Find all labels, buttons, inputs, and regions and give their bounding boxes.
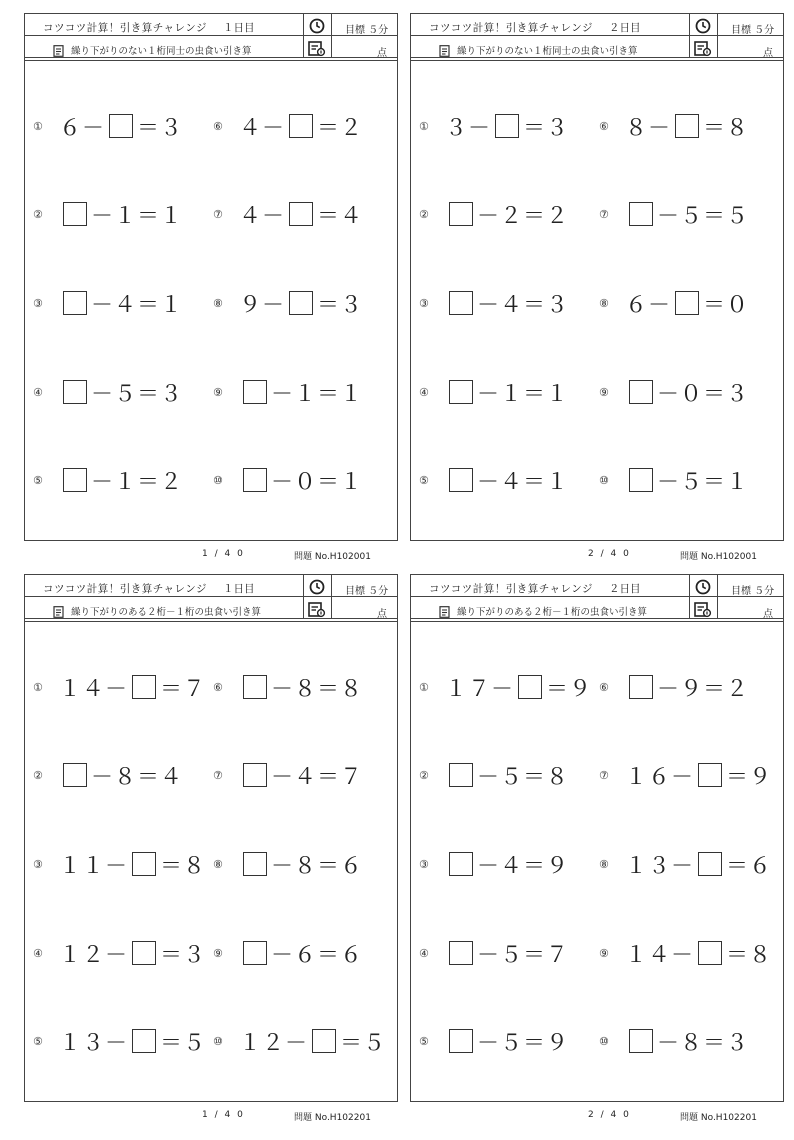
problem-item [213, 113, 363, 139]
expression-right: －１＝１ [91, 203, 184, 229]
expression-right: －１＝２ [91, 469, 184, 495]
problem-item [213, 201, 363, 227]
problem-item [419, 674, 592, 700]
expression-right: －６＝６ [271, 942, 364, 968]
problem-number-marker: ③ [419, 296, 429, 310]
problem-item [599, 467, 749, 493]
answer-box[interactable] [449, 1029, 473, 1053]
problem-item [419, 851, 569, 877]
problem-item [419, 1028, 569, 1054]
expression-left: １４－ [59, 676, 129, 702]
problem-number-marker: ⑨ [213, 385, 223, 399]
problem-item [419, 379, 569, 405]
answer-box[interactable] [289, 202, 313, 226]
problem-item [213, 290, 363, 316]
problem-item [599, 762, 772, 788]
header-col-divider [689, 14, 690, 58]
day-label: １日目 [223, 583, 255, 595]
expression-left: ８－ [625, 115, 672, 141]
expression-left: １７－ [445, 676, 515, 702]
problem-item [213, 762, 363, 788]
problem-number-marker: ⑩ [599, 473, 609, 487]
expression-right: ＝７ [160, 676, 207, 702]
header-col-divider [331, 14, 332, 58]
header-divider [411, 621, 783, 622]
problem-number-marker: ⑧ [599, 296, 609, 310]
worksheet-frame [24, 574, 398, 1102]
answer-box[interactable] [63, 763, 87, 787]
problem-number-marker: ⑤ [419, 473, 429, 487]
problem-number-marker: ⑨ [599, 946, 609, 960]
problem-number-marker: ⑤ [419, 1034, 429, 1048]
expression-right: ＝５ [340, 1030, 387, 1056]
answer-box[interactable] [629, 675, 653, 699]
problem-item [33, 1028, 206, 1054]
answer-box[interactable] [698, 852, 722, 876]
answer-box[interactable] [675, 114, 699, 138]
answer-box[interactable] [629, 468, 653, 492]
score-icon [694, 602, 712, 622]
problem-number-marker: ① [33, 119, 43, 133]
problem-number-marker: ⑥ [213, 119, 223, 133]
problem-number-marker: ① [419, 119, 429, 133]
answer-box[interactable] [495, 114, 519, 138]
expression-left: １２－ [59, 942, 129, 968]
worksheet-subtitle: 繰り下がりのない１桁同士の虫食い引き算 [71, 46, 252, 57]
points-label: 点 [377, 48, 387, 59]
problem-item [33, 851, 206, 877]
score-icon [308, 41, 326, 61]
expression-right: ＝６ [726, 853, 773, 879]
worksheet-subtitle: 繰り下がりのない１桁同士の虫食い引き算 [457, 46, 638, 57]
expression-right: －０＝１ [271, 469, 364, 495]
answer-box[interactable] [132, 675, 156, 699]
day-label: １日目 [223, 22, 255, 34]
problem-number-marker: ② [419, 207, 429, 221]
problem-item [213, 674, 363, 700]
worksheet-title: コツコツ計算！引き算チャレンジ [429, 583, 593, 595]
problem-number: 問題 No.H102001 [680, 552, 757, 562]
expression-right: －４＝９ [477, 853, 570, 879]
problem-item [213, 851, 363, 877]
expression-right: －０＝３ [657, 381, 750, 407]
problem-number-marker: ② [419, 768, 429, 782]
problem-number-marker: ⑧ [599, 857, 609, 871]
problem-number-marker: ④ [33, 385, 43, 399]
problem-item [213, 379, 363, 405]
header-col-divider [303, 14, 304, 58]
problem-number-marker: ⑤ [33, 473, 43, 487]
problem-item [33, 201, 183, 227]
problem-number-marker: ③ [33, 857, 43, 871]
expression-right: －８＝８ [271, 676, 364, 702]
expression-right: ＝５ [160, 1030, 207, 1056]
answer-box[interactable] [243, 380, 267, 404]
expression-left: ６－ [59, 115, 106, 141]
header-col-divider [689, 575, 690, 619]
worksheet-subtitle: 繰り下がりのある２桁－１桁の虫食い引き算 [457, 607, 648, 618]
expression-left: ４－ [239, 203, 286, 229]
target-time: 目標 ５分 [731, 25, 775, 36]
page-number: 1 / 4 0 [202, 549, 245, 559]
problem-item [419, 290, 569, 316]
expression-right: －５＝９ [477, 1030, 570, 1056]
score-icon [308, 602, 326, 622]
worksheet-title: コツコツ計算！引き算チャレンジ [429, 22, 593, 34]
answer-box[interactable] [449, 852, 473, 876]
answer-box[interactable] [63, 202, 87, 226]
problem-item [33, 379, 183, 405]
expression-right: ＝９ [726, 764, 773, 790]
answer-box[interactable] [132, 941, 156, 965]
problem-item [419, 201, 569, 227]
header-divider [25, 60, 397, 61]
header-col-divider [331, 575, 332, 619]
problem-number-marker: ⑨ [599, 385, 609, 399]
worksheet-title: コツコツ計算！引き算チャレンジ [43, 583, 207, 595]
problem-item [33, 467, 183, 493]
problem-number: 問題 No.H102201 [680, 1113, 757, 1123]
expression-left: ６－ [625, 292, 672, 318]
worksheet [24, 13, 398, 579]
problem-number: 問題 No.H102201 [294, 1113, 371, 1123]
expression-right: －８＝３ [657, 1030, 750, 1056]
page-number: 2 / 4 0 [588, 549, 631, 559]
answer-box[interactable] [449, 468, 473, 492]
answer-box[interactable] [289, 291, 313, 315]
day-label: ２日目 [609, 583, 641, 595]
expression-right: －５＝１ [657, 469, 750, 495]
problem-item [419, 762, 569, 788]
expression-left: ３－ [445, 115, 492, 141]
expression-right: ＝３ [317, 292, 364, 318]
answer-box[interactable] [312, 1029, 336, 1053]
header-col-divider [717, 14, 718, 58]
problem-number-marker: ④ [419, 946, 429, 960]
expression-right: ＝０ [703, 292, 750, 318]
target-time: 目標 ５分 [731, 586, 775, 597]
problem-item [213, 467, 363, 493]
page-number: 2 / 4 0 [588, 1110, 631, 1120]
expression-left: １２－ [239, 1030, 309, 1056]
problem-item [599, 851, 772, 877]
problem-number-marker: ⑨ [213, 946, 223, 960]
worksheet-frame [410, 13, 784, 541]
problem-item [33, 940, 206, 966]
problem-item [33, 762, 183, 788]
target-time: 目標 ５分 [345, 586, 389, 597]
expression-right: ＝９ [546, 676, 593, 702]
expression-right: ＝８ [726, 942, 773, 968]
clock-icon [695, 18, 711, 38]
problem-number-marker: ⑦ [213, 207, 223, 221]
answer-box[interactable] [132, 1029, 156, 1053]
expression-right: －４＝１ [477, 469, 570, 495]
header-divider [411, 60, 783, 61]
header-col-divider [303, 575, 304, 619]
problem-number-marker: ⑥ [599, 119, 609, 133]
problem-number-marker: ③ [419, 857, 429, 871]
answer-box[interactable] [675, 291, 699, 315]
problem-number-marker: ⑦ [599, 207, 609, 221]
expression-right: －４＝１ [91, 292, 184, 318]
answer-box[interactable] [449, 763, 473, 787]
points-label: 点 [377, 609, 387, 620]
page-number: 1 / 4 0 [202, 1110, 245, 1120]
answer-box[interactable] [63, 468, 87, 492]
answer-box[interactable] [449, 202, 473, 226]
problem-item [419, 113, 569, 139]
answer-box[interactable] [63, 380, 87, 404]
answer-box[interactable] [518, 675, 542, 699]
problem-item [599, 1028, 749, 1054]
expression-right: －４＝３ [477, 292, 570, 318]
problem-number-marker: ② [33, 207, 43, 221]
problem-number: 問題 No.H102001 [294, 552, 371, 562]
expression-left: １３－ [625, 853, 695, 879]
problem-number-marker: ① [419, 680, 429, 694]
problem-number-marker: ⑥ [599, 680, 609, 694]
problem-number-marker: ⑥ [213, 680, 223, 694]
problem-item [419, 940, 569, 966]
problem-item [599, 290, 749, 316]
problem-number-marker: ⑦ [599, 768, 609, 782]
document-icon [439, 42, 450, 61]
problem-number-marker: ⑩ [599, 1034, 609, 1048]
expression-right: －５＝７ [477, 942, 570, 968]
answer-box[interactable] [243, 468, 267, 492]
expression-left: ９－ [239, 292, 286, 318]
expression-left: １３－ [59, 1030, 129, 1056]
answer-box[interactable] [109, 114, 133, 138]
expression-right: －１＝１ [271, 381, 364, 407]
answer-box[interactable] [629, 380, 653, 404]
expression-left: １１－ [59, 853, 129, 879]
problem-item [599, 113, 749, 139]
problem-number-marker: ② [33, 768, 43, 782]
header-col-divider [717, 575, 718, 619]
expression-right: －８＝４ [91, 764, 184, 790]
problem-number-marker: ⑧ [213, 296, 223, 310]
worksheet-title: コツコツ計算！引き算チャレンジ [43, 22, 207, 34]
clock-icon [309, 579, 325, 599]
expression-right: ＝３ [137, 115, 184, 141]
document-icon [53, 603, 64, 622]
worksheet-frame [24, 13, 398, 541]
worksheet [410, 13, 784, 579]
expression-left: ４－ [239, 115, 286, 141]
expression-left: １６－ [625, 764, 695, 790]
problem-item [599, 201, 749, 227]
answer-box[interactable] [132, 852, 156, 876]
problem-number-marker: ⑧ [213, 857, 223, 871]
problem-item [599, 674, 749, 700]
day-label: ２日目 [609, 22, 641, 34]
target-time: 目標 ５分 [345, 25, 389, 36]
answer-box[interactable] [629, 202, 653, 226]
answer-box[interactable] [629, 1029, 653, 1053]
expression-right: ＝３ [160, 942, 207, 968]
answer-box[interactable] [243, 941, 267, 965]
answer-box[interactable] [243, 852, 267, 876]
expression-right: －５＝５ [657, 203, 750, 229]
answer-box[interactable] [243, 763, 267, 787]
expression-right: －４＝７ [271, 764, 364, 790]
answer-box[interactable] [449, 380, 473, 404]
problem-number-marker: ⑤ [33, 1034, 43, 1048]
expression-right: －２＝２ [477, 203, 570, 229]
clock-icon [695, 579, 711, 599]
expression-right: －８＝６ [271, 853, 364, 879]
problem-item [599, 379, 749, 405]
problem-number-marker: ④ [33, 946, 43, 960]
answer-box[interactable] [243, 675, 267, 699]
expression-right: ＝３ [523, 115, 570, 141]
answer-box[interactable] [449, 941, 473, 965]
expression-right: ＝８ [703, 115, 750, 141]
worksheet [24, 574, 398, 1140]
score-icon [694, 41, 712, 61]
document-icon [53, 42, 64, 61]
document-icon [439, 603, 450, 622]
problem-item [419, 467, 569, 493]
problem-number-marker: ④ [419, 385, 429, 399]
expression-left: １４－ [625, 942, 695, 968]
problem-item [33, 113, 183, 139]
problem-number-marker: ⑩ [213, 473, 223, 487]
problem-item [213, 940, 363, 966]
worksheet-subtitle: 繰り下がりのある２桁－１桁の虫食い引き算 [71, 607, 262, 618]
expression-right: ＝４ [317, 203, 364, 229]
points-label: 点 [763, 609, 773, 620]
expression-right: ＝２ [317, 115, 364, 141]
answer-box[interactable] [698, 941, 722, 965]
expression-right: －９＝２ [657, 676, 750, 702]
problem-item [33, 674, 206, 700]
expression-right: ＝８ [160, 853, 207, 879]
problem-number-marker: ⑦ [213, 768, 223, 782]
answer-box[interactable] [449, 291, 473, 315]
answer-box[interactable] [289, 114, 313, 138]
clock-icon [309, 18, 325, 38]
problem-number-marker: ⑩ [213, 1034, 223, 1048]
worksheet-frame [410, 574, 784, 1102]
header-divider [25, 621, 397, 622]
answer-box[interactable] [63, 291, 87, 315]
expression-right: －１＝１ [477, 381, 570, 407]
expression-right: －５＝８ [477, 764, 570, 790]
expression-right: －５＝３ [91, 381, 184, 407]
problem-number-marker: ① [33, 680, 43, 694]
problem-item [33, 290, 183, 316]
answer-box[interactable] [698, 763, 722, 787]
problem-item [213, 1028, 386, 1054]
problem-number-marker: ③ [33, 296, 43, 310]
points-label: 点 [763, 48, 773, 59]
worksheet [410, 574, 784, 1140]
problem-item [599, 940, 772, 966]
